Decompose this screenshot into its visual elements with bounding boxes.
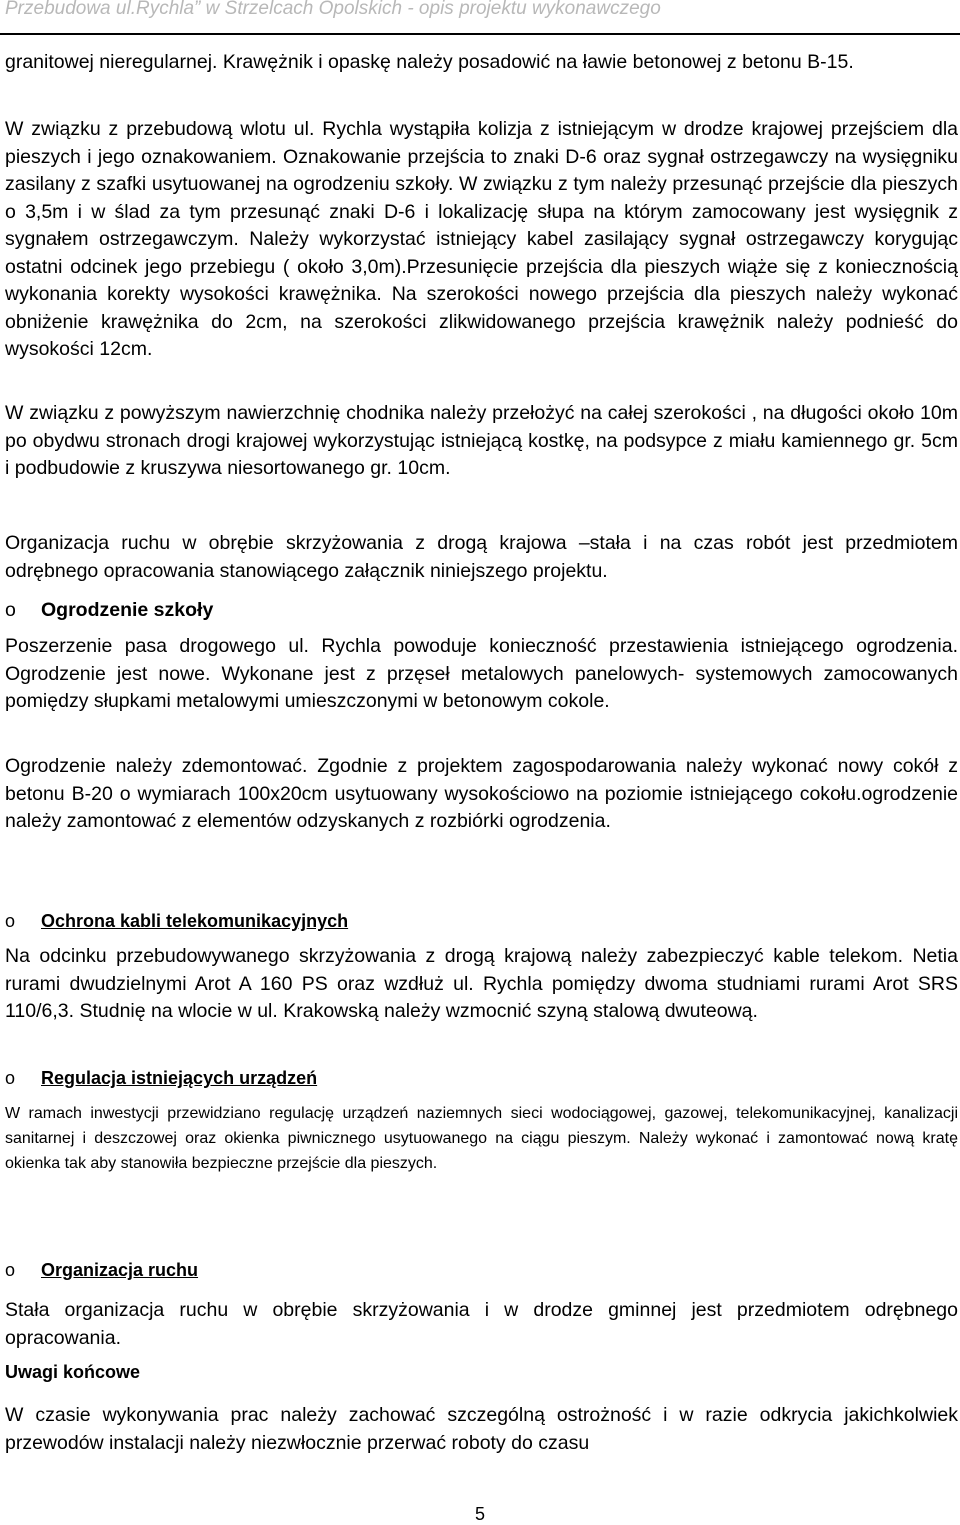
paragraph-fence-widening: Poszerzenie pasa drogowego ul. Rychla powoduje konieczność przestawienia istniejącego ogrodzenia. Ogrodzenie jest nowe. Wykonane jest z przęseł metalowych panelowych- systemowych zamocowanych pomiędzy słupkami metalowymi umieszczonymi w betonowym cokole. [5,635,958,712]
heading-text: Regulacja istniejących urządzeń [41,1068,318,1088]
paragraph-sidewalk: W związku z powyższym nawierzchnię chodnika należy przełożyć na całej szerokości , na długości około 10m po obydwu stronach drogi krajowej wykorzystując istniejącą kostkę, na podsypce z miału kamiennego gr. 5cm i podbudowie z kruszywa niesortowanego gr. 10cm. [5,402,958,479]
heading-text: Ochrona kabli telekomunikacyjnych [41,911,349,931]
bullet-marker: o [5,1068,16,1088]
paragraph-fence-dismantle: Ogrodzenie należy zdemontować. Zgodnie z projektem zagospodarowania należy wykonać nowy cokół z betonu B-20 o wymiarach 100x20cm usytuowany wysokościowo na poziomie istniejącego cokołu.ogrodzenie należy zamontować z elementów odzyskanych z rozbiórki ogrodzenia. [5,755,958,832]
bullet-marker: o [5,599,16,621]
heading-final-remarks: Uwagi końcowe [5,1362,141,1382]
heading-school-fence [5,595,958,625]
page-number: 5 [474,1504,485,1524]
document-body [5,49,958,1457]
paragraph-final-remarks: W czasie wykonywania prac należy zachować szczególną ostrożność i w razie odkrycia jakichkolwiek przewodów instalacji należy niezwłocznie przerwać roboty do czasu [5,1404,958,1454]
bullet-marker: o [5,911,16,931]
paragraph-telecom-protection: Na odcinku przebudowywanego skrzyżowania z drogą krajową należy zabezpieczyć kable telekom. Netia rurami dwudzielnymi Arot A 160 PS oraz wzdłuż ul. Rychla pomiędzy dwoma studniami rurami Arot SRS 110/6,3. Studnię na wlocie w ul. Krakowską należy wzmocnić szyną stalową dwuteową. [5,945,958,1022]
heading-utility-regulation [5,1063,958,1093]
heading-traffic-organization [5,1255,958,1285]
running-header: Przebudowa ul.Rychla” w Strzelcach Opolskich - opis projektu wykonawczego [5,0,661,19]
bullet-marker: o [5,1260,16,1280]
paragraph-crossing: W związku z przebudową wlotu ul. Rychla wystąpiła kolizja z istniejącym w drodze krajowej przejściem dla pieszych i jego oznakowaniem. Oznakowanie przejścia to znaki D-6 oraz sygnał ostrzegawczy na wysięgniku zasilany z szafki usytuowanej na ogrodzeniu szkoły. W związku z tym należy przesunąć przejście dla pieszych o 3,5m i w ślad za tym przesunąć znaki D-6 i lokalizację słupa na którym zamocowany jest wysięgnik z sygnałem ostrzegawczym. Należy wykorzystać istniejący kabel zasilający sygnał ostrzegawczy korygując ostatni odcinek jego przebiegu ( około 3,0m).Przesunięcie przejścia dla pieszych wiąże się z koniecznością wykonania korekty wysokości krawężnika. Na szerokości nowego przejścia dla pieszych należy wykonać obniżenie krawężnika do 2cm, na szerokości zlikwidowanego przejścia krawężnik należy podnieść do wysokości 12cm. [5,118,958,360]
heading-text: Ogrodzenie szkoły [41,599,214,621]
paragraph-utility-regulation: W ramach inwestycji przewidziano regulację urządzeń naziemnych sieci wodociągowej, gazowej, telekomunikacyjnej, kanalizacji sanitarnej i deszczowej oraz okienka piwnicznego usytuowanego na ciągu pieszym. Należy wykonać i zamontować nową kratę okienka tak aby stanowiła bezpieczne przejście dla pieszych. [5,1105,958,1172]
header-rule [0,33,960,35]
paragraph-curb: granitowej nieregularnej. Krawężnik i opaskę należy posadowić na ławie betonowej z betonu B-15. [5,51,854,73]
paragraph-permanent-traffic: Stała organizacja ruchu w obrębie skrzyżowania i w drodze gminnej jest przedmiotem odrębnego opracowania. [5,1299,958,1349]
heading-text: Organizacja ruchu [41,1260,199,1280]
paragraph-traffic-org: Organizacja ruchu w obrębie skrzyżowania z drogą krajowa –stała i na czas robót jest przedmiotem odrębnego opracowania stanowiącego załącznik niniejszego projektu. [5,532,958,582]
heading-telecom-cables [5,906,958,936]
